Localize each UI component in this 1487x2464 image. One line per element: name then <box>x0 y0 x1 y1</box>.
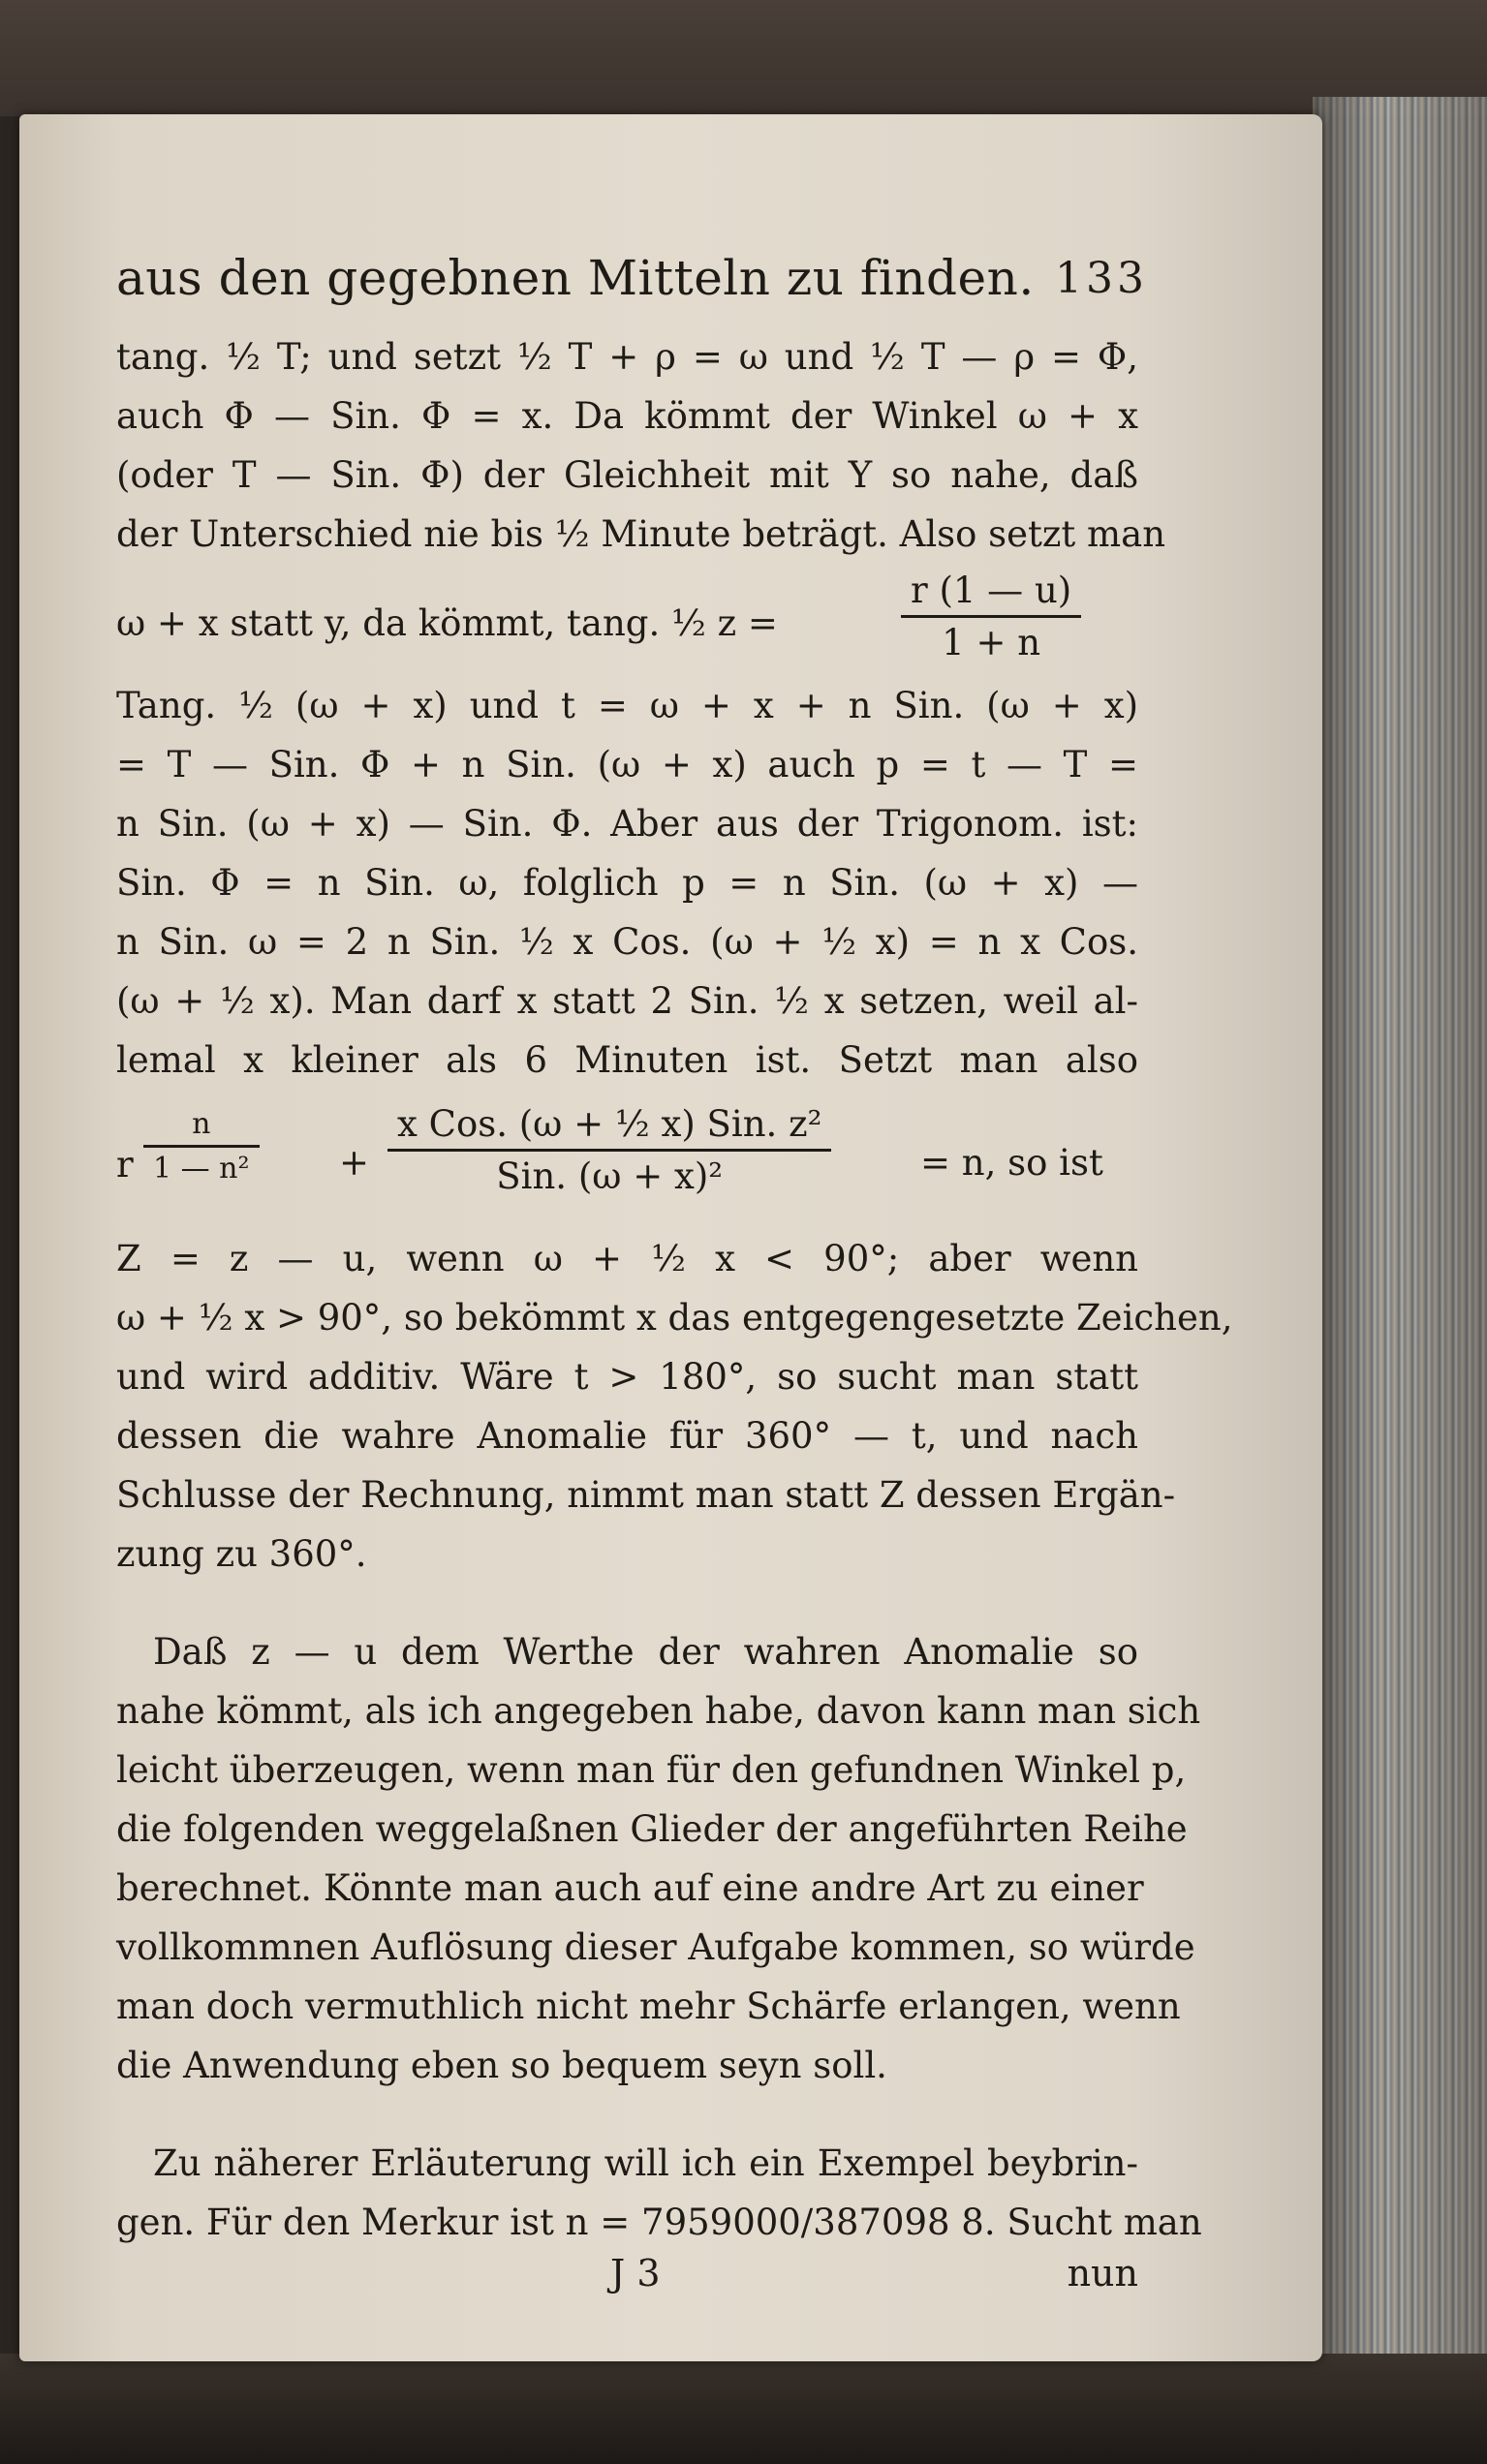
paragraph-3 <box>116 1229 1233 1584</box>
text-line: gen. Für den Merkur ist n = 7959000/387098 8. Sucht man <box>116 2202 1202 2243</box>
text-line: Zu näherer Erläuterung will ich ein Exempel beybrin- <box>153 2142 1138 2184</box>
paragraph-1 <box>116 327 1166 564</box>
formula-lead: ω + x statt y, da kömmt, tang. ½ z = <box>116 602 778 644</box>
text-line: Tang. ½ (ω + x) und t = ω + x + n Sin. (ω + x) <box>116 685 1138 726</box>
paragraph-5 <box>116 2134 1202 2252</box>
formula-prefix: r <box>116 1144 134 1186</box>
book-page <box>19 114 1322 2361</box>
text-line: und wird additiv. Wäre t > 180°, so sucht man statt <box>116 1356 1138 1398</box>
text-line: vollkommnen Auflösung dieser Aufgabe kommen, so würde <box>116 1926 1195 1968</box>
text-line: tang. ½ T; und setzt ½ T + ρ = ω und ½ T — ρ = Φ, <box>116 336 1138 378</box>
text-line: nahe kömmt, als ich angegeben habe, davon kann man sich <box>116 1690 1201 1732</box>
text-line: die Anwendung eben so bequem seyn soll. <box>116 2045 887 2086</box>
catchword: nun <box>1067 2252 1138 2295</box>
text-block <box>116 250 1233 2310</box>
signature-mark: J 3 <box>610 2252 661 2295</box>
running-title: aus den gegebnen Mitteln zu finden. <box>116 250 1035 306</box>
text-line: der Unterschied nie bis ½ Minute beträgt. Also setzt man <box>116 513 1166 555</box>
text-line: Z = z — u, wenn ω + ½ x < 90°; aber wenn <box>116 1238 1138 1279</box>
formula-tail: = n, so ist <box>920 1142 1103 1184</box>
text-line: auch Φ — Sin. Φ = x. Da kömmt der Winkel ω + x <box>116 395 1138 437</box>
paragraph-4 <box>116 1622 1201 2095</box>
fraction <box>143 1107 260 1186</box>
text-line: = T — Sin. Φ + n Sin. (ω + x) auch p = t — T = <box>116 744 1138 785</box>
text-line: zung zu 360°. <box>116 1533 367 1575</box>
formula-tang-half-z <box>116 570 1138 676</box>
text-line: man doch vermuthlich nicht mehr Schärfe erlangen, wenn <box>116 1986 1181 2027</box>
text-line: leicht überzeugen, wenn man für den gefundnen Winkel p, <box>116 1749 1187 1791</box>
fraction-denominator: 1 — n² <box>153 1152 250 1186</box>
fraction-denominator: Sin. (ω + x)² <box>496 1155 724 1197</box>
paragraph-2 <box>116 676 1138 1090</box>
text-line: (ω + ½ x). Man darf x statt 2 Sin. ½ x setzen, weil al- <box>116 980 1138 1022</box>
fraction-numerator: r (1 — u) <box>901 570 1081 618</box>
fraction-numerator: x Cos. (ω + ½ x) Sin. z² <box>387 1103 831 1152</box>
text-line: dessen die wahre Anomalie für 360° — t, und nach <box>116 1415 1138 1457</box>
text-line: Schlusse der Rechnung, nimmt man statt Z dessen Ergän- <box>116 1474 1176 1516</box>
text-line: lemal x kleiner als 6 Minuten ist. Setzt man also <box>116 1039 1138 1081</box>
text-line: (oder T — Sin. Φ) der Gleichheit mit Y so nahe, daß <box>116 454 1138 496</box>
text-line: Daß z — u dem Werthe der wahren Anomalie so <box>153 1631 1138 1673</box>
page-edges-shade <box>1313 97 1487 2373</box>
page-footer <box>116 2252 1138 2310</box>
fraction <box>901 570 1081 663</box>
background-top <box>0 0 1487 116</box>
paragraph-gap <box>116 1584 1138 1622</box>
fraction-numerator: n <box>143 1107 260 1148</box>
running-head <box>116 250 1148 327</box>
background-bottom <box>0 2354 1487 2464</box>
text-line: n Sin. (ω + x) — Sin. Φ. Aber aus der Trigonom. ist: <box>116 803 1138 845</box>
fraction <box>387 1103 831 1197</box>
text-line: ω + ½ x > 90°, so bekömmt x das entgegengesetzte Zeichen, <box>116 1297 1233 1339</box>
paragraph-gap <box>116 2095 1138 2134</box>
formula-sum-equals-n <box>116 1103 1138 1229</box>
text-line: berechnet. Könnte man auch auf eine andre Art zu einer <box>116 1867 1144 1909</box>
plus-sign: + <box>339 1142 370 1184</box>
text-line: die folgenden weggelaßnen Glieder der angeführten Reihe <box>116 1808 1188 1850</box>
text-line: Sin. Φ = n Sin. ω, folglich p = n Sin. (ω + x) — <box>116 862 1138 904</box>
page-number: 133 <box>1055 254 1148 303</box>
fraction-denominator: 1 + n <box>942 622 1041 663</box>
text-line: n Sin. ω = 2 n Sin. ½ x Cos. (ω + ½ x) = n x Cos. <box>116 921 1138 963</box>
